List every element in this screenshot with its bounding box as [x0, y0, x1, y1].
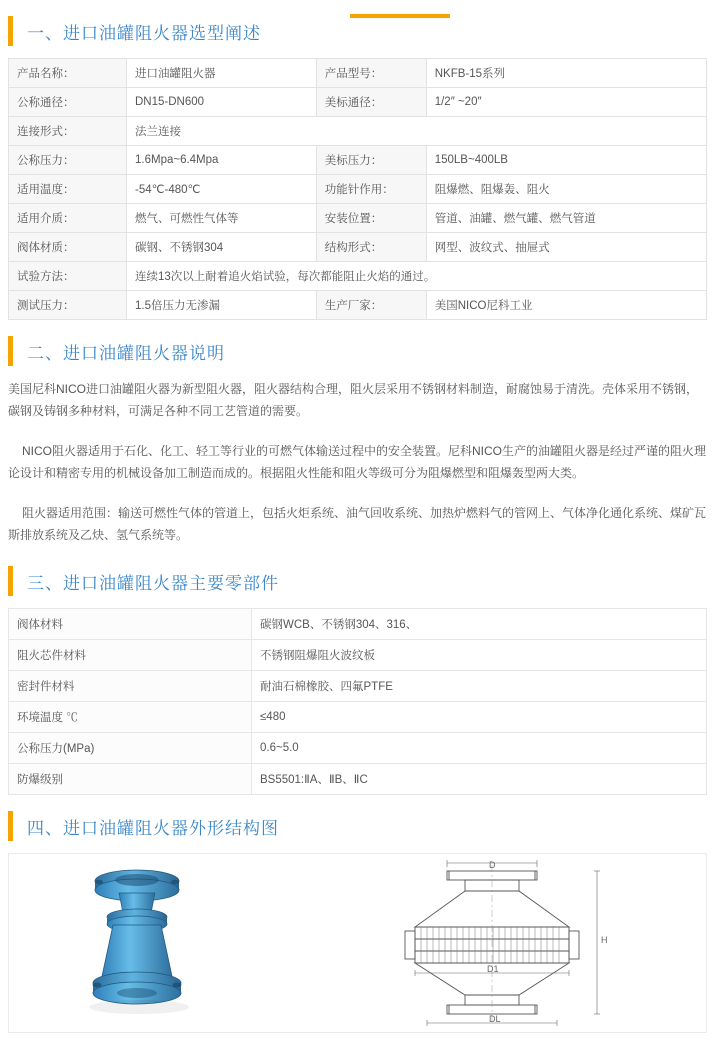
section-text-2: 进口油罐阻火器说明: [63, 343, 225, 363]
part-name: 公称压力(MPa): [9, 733, 252, 764]
spec-value: 1.5倍压力无渗漏: [127, 291, 317, 320]
spec-value: 管道、油罐、燃气罐、燃气管道: [426, 204, 706, 233]
spec-label: 试验方法：: [9, 262, 127, 291]
table-row: [9, 88, 707, 117]
spec-label: 产品名称：: [9, 59, 127, 88]
section-number-3: 三、: [27, 573, 63, 593]
table-row: [9, 146, 707, 175]
spec-value: NKFB-15系列: [426, 59, 706, 88]
description-block: [8, 378, 707, 546]
spec-value: 1.6Mpa~6.4Mpa: [127, 146, 317, 175]
spec-label: 阀体材质：: [9, 233, 127, 262]
parts-table: [8, 608, 707, 795]
section-text-1: 进口油罐阻火器选型阐述: [63, 23, 261, 43]
table-row: [9, 702, 707, 733]
table-row: [9, 609, 707, 640]
part-name: 阀体材料: [9, 609, 252, 640]
spec-label: 生产厂家：: [316, 291, 426, 320]
section-heading-4: [8, 809, 707, 843]
valve-3d-illustration: [27, 859, 297, 1027]
table-row: [9, 233, 707, 262]
section-heading-1: [8, 14, 707, 48]
spec-value: 燃气、可燃性气体等: [127, 204, 317, 233]
part-value: 0.6~5.0: [252, 733, 707, 764]
table-row: [9, 204, 707, 233]
spec-label: 产品型号：: [316, 59, 426, 88]
product-figure-box: [8, 853, 707, 1033]
spec-label: 公称压力：: [9, 146, 127, 175]
part-value: BS5501:ⅡA、ⅡB、ⅡC: [252, 764, 707, 795]
spec-label: 公称通径：: [9, 88, 127, 117]
section-number-1: 一、: [27, 23, 63, 43]
table-row: [9, 117, 707, 146]
spec-label: 适用温度：: [9, 175, 127, 204]
dimension-label-d: D: [489, 860, 496, 870]
section-number-4: 四、: [27, 818, 63, 838]
spec-value: 美国NICO尼科工业: [426, 291, 706, 320]
dimension-label-d1: D1: [487, 964, 499, 974]
part-value: 耐油石棉橡胶、四氟PTFE: [252, 671, 707, 702]
table-row: [9, 262, 707, 291]
spec-value: 阻爆燃、阻爆轰、阻火: [426, 175, 706, 204]
page-root: [0, 14, 715, 1049]
heading-accent-bar: [8, 336, 13, 366]
section-heading-2: [8, 334, 707, 368]
table-row: [9, 291, 707, 320]
heading-accent-bar: [8, 16, 13, 46]
dimension-label-h: H: [601, 935, 608, 945]
section-title-2: [27, 339, 225, 364]
section-title-1: [27, 19, 261, 44]
valve-technical-drawing: [317, 859, 697, 1027]
table-row: [9, 764, 707, 795]
spec-label: 连接形式：: [9, 117, 127, 146]
part-name: 阻火芯件材料: [9, 640, 252, 671]
spec-label: 美标压力：: [316, 146, 426, 175]
heading-accent-bar: [8, 566, 13, 596]
section-heading-3: [8, 564, 707, 598]
spec-value: 进口油罐阻火器: [127, 59, 317, 88]
section-title-3: [27, 569, 279, 594]
spec-value: DN15-DN600: [127, 88, 317, 117]
part-name: 环境温度 ℃: [9, 702, 252, 733]
spec-value: 法兰连接: [127, 117, 707, 146]
section-text-4: 进口油罐阻火器外形结构图: [63, 818, 279, 838]
table-row: [9, 640, 707, 671]
spec-label: 美标通径：: [316, 88, 426, 117]
part-name: 密封件材料: [9, 671, 252, 702]
table-row: [9, 175, 707, 204]
top-accent-bar: [350, 14, 450, 18]
dimension-label-dl: DL: [489, 1014, 501, 1024]
spec-label: 安装位置：: [316, 204, 426, 233]
paragraph-2: NICO阻火器适用于石化、化工、轻工等行业的可燃气体输送过程中的安全装置。尼科NICO生产的油罐阻火器是经过严谨的阻火理论设计和精密专用的机械设备加工制造而成的。根据阻火性能和阻火等级可分为阻爆燃型和阻爆轰型两大类。: [8, 444, 707, 480]
paragraph-1: 美国尼科NICO进口油罐阻火器为新型阻火器，阻火器结构合理，阻火层采用不锈钢材料制造，耐腐蚀易于清洗。壳体采用不锈钢，碳钢及铸钢多种材料，可满足各种不同工艺管道的需要。: [8, 382, 699, 418]
table-row: [9, 59, 707, 88]
table-row: [9, 733, 707, 764]
section-number-2: 二、: [27, 343, 63, 363]
spec-label: 适用介质：: [9, 204, 127, 233]
spec-value: -54℃-480℃: [127, 175, 317, 204]
section-title-4: [27, 814, 279, 839]
spec-value: 1/2″ ~20″: [426, 88, 706, 117]
table-row: [9, 671, 707, 702]
part-value: 碳钢WCB、不锈钢304、316、: [252, 609, 707, 640]
paragraph-3: 阻火器适用范围：输送可燃性气体的管道上，包括火炬系统、油气回收系统、加热炉燃料气的管网上、气体净化通化系统、煤矿瓦斯排放系统及乙炔、氢气系统等。: [8, 506, 707, 542]
heading-accent-bar: [8, 811, 13, 841]
part-value: 不锈钢阻爆阻火波纹板: [252, 640, 707, 671]
spec-value: 连续13次以上耐着追火焰试验，每次都能阻止火焰的通过。: [127, 262, 707, 291]
part-name: 防爆级别: [9, 764, 252, 795]
spec-label: 结构形式：: [316, 233, 426, 262]
section-text-3: 进口油罐阻火器主要零部件: [63, 573, 279, 593]
spec-label: 功能针作用：: [316, 175, 426, 204]
spec-value: 网型、波纹式、抽屉式: [426, 233, 706, 262]
spec-table: [8, 58, 707, 320]
part-value: ≤480: [252, 702, 707, 733]
spec-label: 测试压力：: [9, 291, 127, 320]
spec-value: 碳钢、不锈钢304: [127, 233, 317, 262]
spec-value: 150LB~400LB: [426, 146, 706, 175]
